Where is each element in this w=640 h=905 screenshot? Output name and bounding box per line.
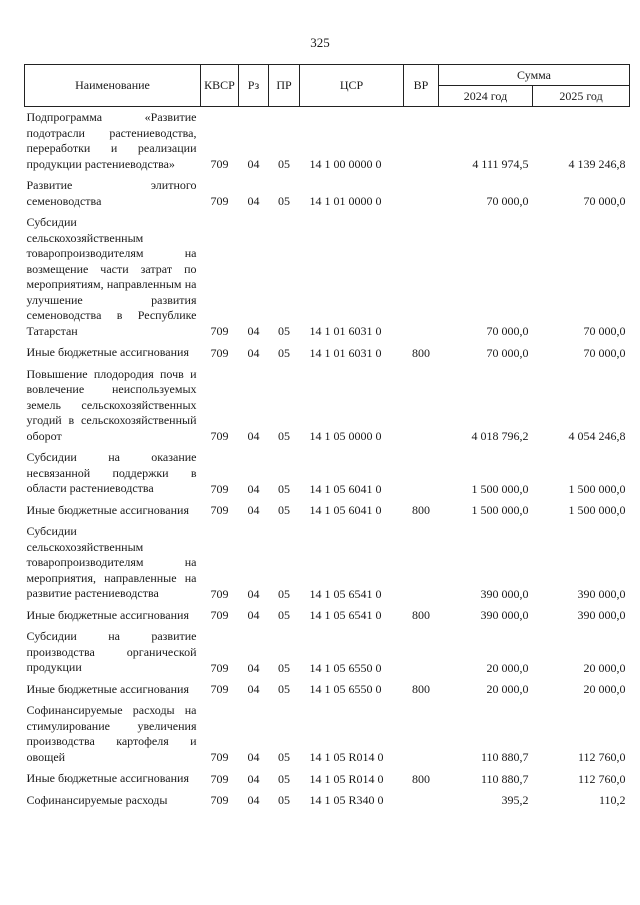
cell-csr: 14 1 01 0000 0 xyxy=(309,194,382,208)
cell-sum-2024: 110 880,7 xyxy=(480,750,529,764)
cell-kvsr: 709 xyxy=(210,503,229,517)
cell-name: Субсидии сельскохозяйственным товаропроизводителям на возмещение части затрат по мероприятиям, направленным на улучшение развития семеноводства в Республике Татарстан xyxy=(26,215,197,338)
table-row xyxy=(25,679,630,701)
cell-csr: 14 1 01 6031 0 xyxy=(309,324,382,338)
cell-kvsr: 709 xyxy=(210,157,229,171)
cell-csr: 14 1 05 6550 0 xyxy=(309,682,382,696)
table-row xyxy=(25,500,630,522)
budget-table xyxy=(24,64,630,811)
cell-pr: 05 xyxy=(278,324,290,338)
cell-pr: 05 xyxy=(278,157,290,171)
cell-sum-2025: 110,2 xyxy=(598,793,626,807)
cell-vr xyxy=(404,212,439,342)
cell-name: Субсидии сельскохозяйственным товаропроизводителям на мероприятия, направленные на развитие растениеводства xyxy=(26,524,197,600)
cell-name: Иные бюджетные ассигнования xyxy=(26,681,189,696)
cell-pr: 05 xyxy=(278,345,290,360)
cell-kvsr: 709 xyxy=(210,771,229,786)
cell-sum-2024: 20 000,0 xyxy=(486,660,529,675)
cell-vr: 800 xyxy=(412,503,430,517)
cell-pr: 05 xyxy=(278,429,290,443)
cell-vr xyxy=(404,364,439,448)
cell-kvsr: 709 xyxy=(210,793,229,807)
header-year-2024: 2024 год xyxy=(439,86,533,107)
cell-rz: 04 xyxy=(247,345,260,360)
table-row xyxy=(25,447,630,500)
cell-name: Иные бюджетные ассигнования xyxy=(26,502,189,517)
table-row xyxy=(25,790,630,812)
cell-pr: 05 xyxy=(278,481,290,496)
header-rz: Рз xyxy=(239,65,269,107)
cell-kvsr: 709 xyxy=(210,481,229,496)
cell-name: Повышение плодородия почв и вовлечение неиспользуемых земель сельскохозяйственных угодий в сельскохозяйственный оборот xyxy=(26,366,197,443)
cell-vr xyxy=(404,107,439,176)
table-row xyxy=(25,768,630,790)
cell-sum-2025: 4 139 246,8 xyxy=(568,157,626,171)
cell-csr: 14 1 05 6041 0 xyxy=(309,481,382,496)
cell-vr: 800 xyxy=(412,345,430,360)
cell-csr: 14 1 05 6041 0 xyxy=(309,503,382,517)
cell-sum-2025: 112 760,0 xyxy=(577,771,626,786)
cell-name: Субсидии на развитие производства органической продукции xyxy=(26,629,197,674)
header-pr: ПР xyxy=(269,65,300,107)
cell-csr: 14 1 05 R340 0 xyxy=(309,793,384,807)
header-sum: Сумма xyxy=(439,65,630,86)
cell-sum-2024: 70 000,0 xyxy=(486,345,529,360)
cell-vr xyxy=(404,790,439,812)
cell-vr: 800 xyxy=(412,608,430,622)
cell-kvsr: 709 xyxy=(210,660,229,675)
table-row xyxy=(25,521,630,605)
cell-sum-2024: 390 000,0 xyxy=(480,586,529,601)
cell-csr: 14 1 05 6541 0 xyxy=(309,586,382,601)
cell-name: Софинансируемые расходы на стимулирование увеличения производства картофеля и овощей xyxy=(26,703,197,764)
cell-name: Иные бюджетные ассигнования xyxy=(26,345,189,359)
cell-sum-2025: 70 000,0 xyxy=(583,324,626,338)
table-row xyxy=(25,605,630,627)
cell-sum-2024: 4 018 796,2 xyxy=(471,429,529,443)
cell-kvsr: 709 xyxy=(210,608,229,622)
header-csr: ЦСР xyxy=(300,65,404,107)
cell-rz: 04 xyxy=(247,586,260,601)
cell-vr xyxy=(404,626,439,679)
table-header xyxy=(25,65,630,107)
cell-csr: 14 1 05 6541 0 xyxy=(309,608,382,622)
cell-name: Субсидии на оказание несвязанной поддержки в области растениеводства xyxy=(26,450,197,495)
cell-pr: 05 xyxy=(278,586,290,601)
cell-pr: 05 xyxy=(278,793,290,807)
cell-pr: 05 xyxy=(278,660,290,675)
cell-csr: 14 1 05 R014 0 xyxy=(309,771,384,786)
cell-vr xyxy=(404,700,439,768)
cell-sum-2025: 20 000,0 xyxy=(583,682,626,696)
cell-sum-2024: 1 500 000,0 xyxy=(471,503,529,517)
cell-kvsr: 709 xyxy=(210,194,229,208)
cell-kvsr: 709 xyxy=(210,750,229,764)
cell-rz: 04 xyxy=(247,682,260,696)
cell-pr: 05 xyxy=(278,608,290,622)
cell-rz: 04 xyxy=(247,194,260,208)
table-row xyxy=(25,626,630,679)
cell-name: Развитие элитного семеноводства xyxy=(26,178,197,208)
cell-name: Иные бюджетные ассигнования xyxy=(26,771,189,785)
cell-sum-2024: 70 000,0 xyxy=(486,194,529,208)
cell-sum-2024: 1 500 000,0 xyxy=(471,481,529,496)
cell-name: Иные бюджетные ассигнования xyxy=(26,607,189,622)
cell-rz: 04 xyxy=(247,608,260,622)
cell-sum-2025: 1 500 000,0 xyxy=(568,503,626,517)
cell-csr: 14 1 05 R014 0 xyxy=(309,750,384,764)
table-row xyxy=(25,107,630,176)
cell-sum-2024: 390 000,0 xyxy=(480,608,529,622)
cell-rz: 04 xyxy=(247,429,260,443)
cell-name: Подпрограмма «Развитие подотрасли растениеводства, переработки и реализации продукции растениеводства» xyxy=(26,110,197,171)
cell-sum-2025: 1 500 000,0 xyxy=(568,481,626,496)
cell-sum-2024: 4 111 974,5 xyxy=(472,157,529,171)
cell-sum-2024: 20 000,0 xyxy=(486,682,529,696)
header-kvsr: КВСР xyxy=(201,65,239,107)
cell-kvsr: 709 xyxy=(210,586,229,601)
table-row xyxy=(25,175,630,212)
cell-rz: 04 xyxy=(247,660,260,675)
table-row xyxy=(25,364,630,448)
cell-sum-2025: 20 000,0 xyxy=(583,660,626,675)
cell-kvsr: 709 xyxy=(210,324,229,338)
cell-pr: 05 xyxy=(278,771,290,786)
cell-sum-2025: 4 054 246,8 xyxy=(568,429,626,443)
table-row xyxy=(25,212,630,342)
cell-rz: 04 xyxy=(247,793,260,807)
cell-rz: 04 xyxy=(247,324,260,338)
cell-csr: 14 1 05 0000 0 xyxy=(309,429,382,443)
header-vr: ВР xyxy=(404,65,439,107)
cell-csr: 14 1 05 6550 0 xyxy=(309,660,382,675)
header-name: Наименование xyxy=(25,65,201,107)
cell-sum-2025: 70 000,0 xyxy=(583,345,626,360)
header-year-2025: 2025 год xyxy=(533,86,630,107)
cell-csr: 14 1 00 0000 0 xyxy=(309,157,382,171)
cell-vr: 800 xyxy=(412,771,430,786)
cell-sum-2025: 70 000,0 xyxy=(583,194,626,208)
cell-rz: 04 xyxy=(247,481,260,496)
page-number: 325 xyxy=(310,35,330,50)
cell-kvsr: 709 xyxy=(210,429,229,443)
cell-rz: 04 xyxy=(247,750,260,764)
table-row xyxy=(25,700,630,768)
cell-sum-2024: 70 000,0 xyxy=(486,324,529,338)
cell-rz: 04 xyxy=(247,157,260,171)
cell-pr: 05 xyxy=(278,750,290,764)
cell-vr: 800 xyxy=(412,682,430,696)
cell-sum-2025: 390 000,0 xyxy=(577,586,626,601)
cell-kvsr: 709 xyxy=(210,682,229,696)
cell-name: Софинансируемые расходы xyxy=(26,792,168,807)
cell-pr: 05 xyxy=(278,503,290,517)
cell-sum-2024: 395,2 xyxy=(501,793,529,807)
cell-rz: 04 xyxy=(247,771,260,786)
cell-sum-2025: 112 760,0 xyxy=(577,750,626,764)
cell-vr xyxy=(404,521,439,605)
cell-vr xyxy=(404,175,439,212)
cell-kvsr: 709 xyxy=(210,345,229,360)
table-body xyxy=(25,107,630,812)
cell-pr: 05 xyxy=(278,194,290,208)
cell-rz: 04 xyxy=(247,503,260,517)
cell-vr xyxy=(404,447,439,500)
cell-sum-2025: 390 000,0 xyxy=(577,608,626,622)
cell-pr: 05 xyxy=(278,682,290,696)
cell-csr: 14 1 01 6031 0 xyxy=(309,345,382,360)
cell-sum-2024: 110 880,7 xyxy=(480,771,529,786)
table-row xyxy=(25,342,630,364)
